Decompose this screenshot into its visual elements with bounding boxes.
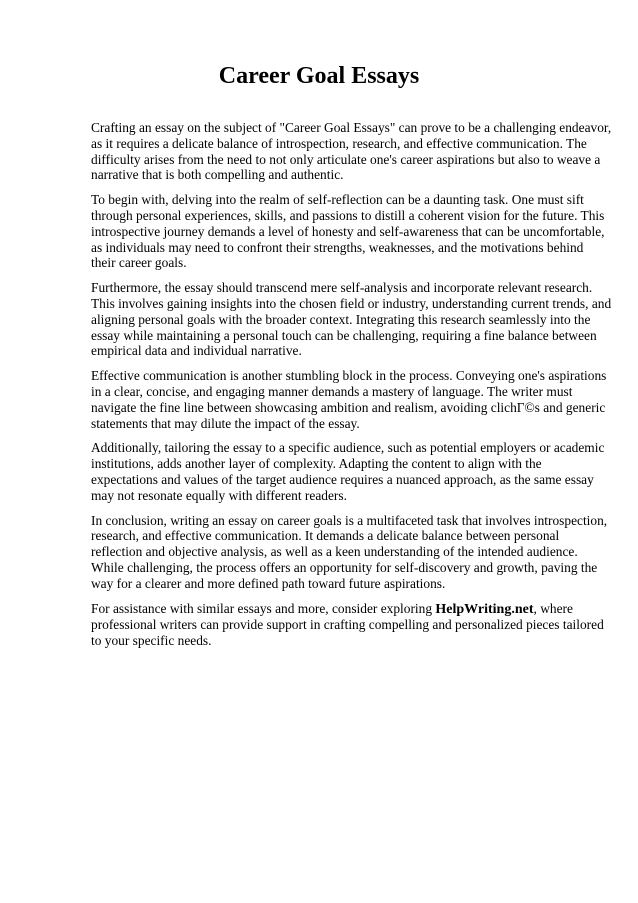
paragraph-2 <box>91 192 605 271</box>
closing-paragraph <box>91 600 604 649</box>
paragraph-3 <box>91 280 612 359</box>
document-body <box>91 120 612 658</box>
text-line: difficulty arises from the need to not only articulate one's career aspirations but also to weave a <box>91 151 601 167</box>
text-line: statements that may dilute the impact of the essay. <box>91 415 360 431</box>
text-line: empirical data and individual narrative. <box>91 343 302 359</box>
text-line: their career goals. <box>91 255 187 271</box>
text-line <box>91 601 601 618</box>
paragraph-6 <box>91 512 608 592</box>
text-line: through personal experiences, skills, and passions to distill a coherent vision for the future. This <box>91 207 605 223</box>
closing-lead-text: For assistance with similar essays and more, consider exploring <box>91 600 436 616</box>
text-line: In conclusion, writing an essay on career goals is a multifaceted task that involves introspection, <box>91 512 608 528</box>
text-line: Additionally, tailoring the essay to a specific audience, such as potential employers or academic <box>91 440 605 456</box>
text-line: to your specific needs. <box>91 633 212 649</box>
page-title: Career Goal Essays <box>218 63 420 89</box>
text-line: may not resonate equally with different readers. <box>91 487 347 503</box>
text-line: expectations and values of the target audience requires a nuanced approach, as the same essay <box>91 471 594 487</box>
text-line: introspective journey demands a level of honesty and self-awareness that can be uncomfortable, <box>91 223 605 239</box>
helpwriting-link[interactable]: HelpWriting.net <box>435 601 534 617</box>
text-line: To begin with, delving into the realm of self-reflection can be a daunting task. One must sift <box>91 192 584 208</box>
text-line: navigate the fine line between showcasing ambition and realism, avoiding clichГ©s and generic <box>91 399 606 415</box>
text-line: While challenging, the process offers an opportunity for self-discovery and growth, paving the <box>91 559 598 575</box>
text-line: research, and effective communication. It demands a delicate balance between personal <box>91 528 560 544</box>
paragraph-5 <box>91 440 605 503</box>
text-line: reflection and objective analysis, as well as a keen understanding of the intended audience. <box>91 544 578 560</box>
text-line: Effective communication is another stumbling block in the process. Conveying one's aspirations <box>91 368 607 384</box>
text-line: This involves gaining insights into the chosen field or industry, understanding current trends, and <box>91 295 612 311</box>
text-line: as it requires a delicate balance of introspection, research, and effective communication. The <box>91 135 587 151</box>
closing-trail-text: , where <box>533 600 573 616</box>
text-line: aligning personal goals with the broader context. Integrating this research seamlessly into the <box>91 311 591 327</box>
paragraph-4 <box>91 368 607 431</box>
text-line: narrative that is both compelling and authentic. <box>91 167 344 183</box>
text-line: essay while maintaining a personal touch can be challenging, requiring a fine balance between <box>91 327 597 343</box>
text-line: institutions, adds another layer of complexity. Adapting the content to align with the <box>91 456 542 472</box>
text-line: Furthermore, the essay should transcend mere self-analysis and incorporate relevant research. <box>91 280 593 296</box>
text-line: Crafting an essay on the subject of "Career Goal Essays" can prove to be a challenging endeavor, <box>91 120 612 135</box>
text-line: as individuals may need to confront their strengths, weaknesses, and the motivations behind <box>91 239 584 255</box>
text-line: in a clear, concise, and engaging manner demands a mastery of language. The writer must <box>91 383 573 399</box>
text-line: way for a clearer and more defined path toward future aspirations. <box>91 575 446 591</box>
paragraph-1 <box>91 120 612 183</box>
text-line: professional writers can provide support in crafting compelling and personalized pieces tailored <box>91 617 604 633</box>
